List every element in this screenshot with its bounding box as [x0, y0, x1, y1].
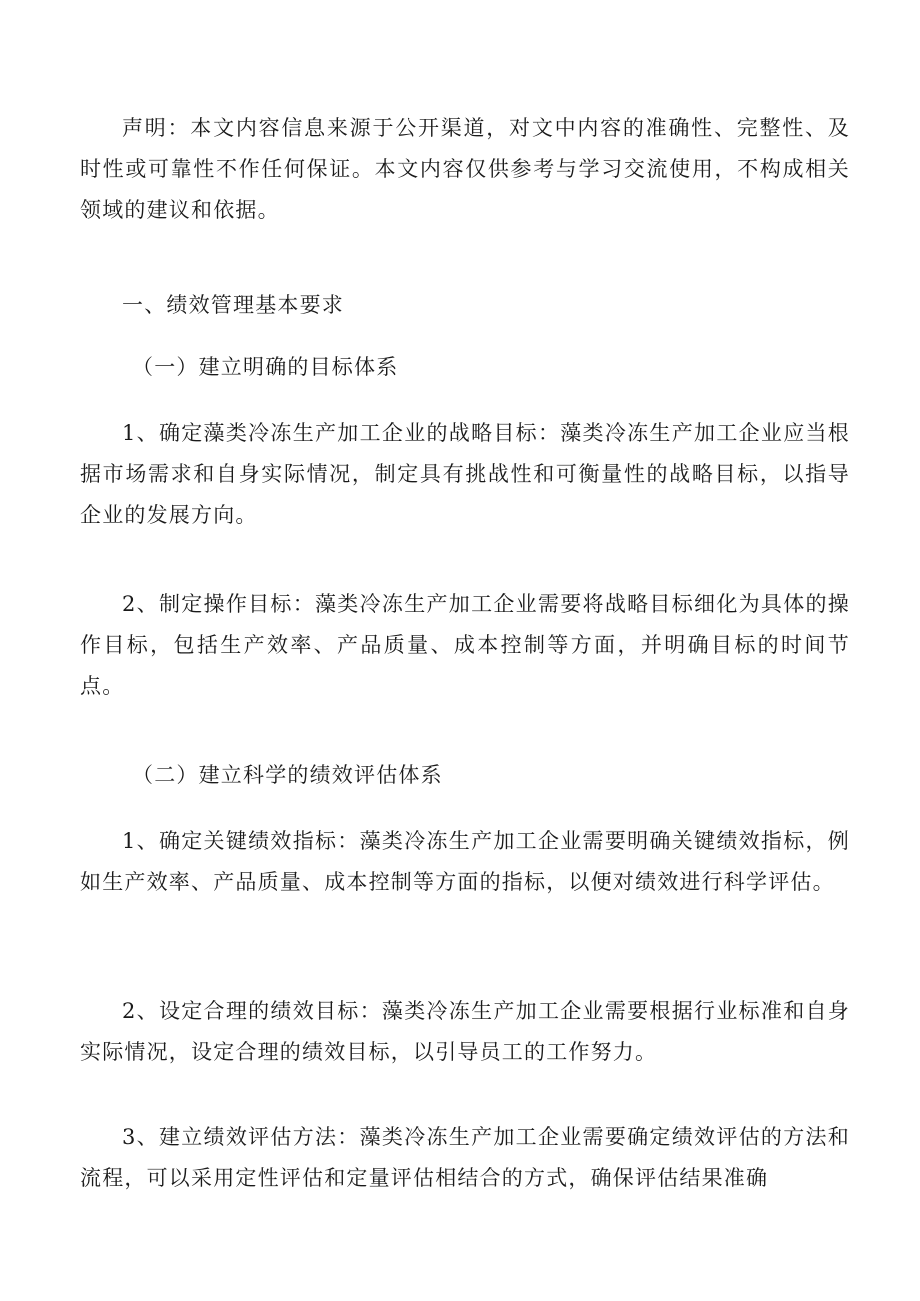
- paragraph-1-2: 2、制定操作目标：藻类冷冻生产加工企业需要将战略目标细化为具体的操作目标，包括生产效率、产品质量、成本控制等方面，并明确目标的时间节点。: [80, 592, 850, 698]
- disclaimer-paragraph: 声明：本文内容信息来源于公开渠道，对文中内容的准确性、完整性、及时性或可靠性不作任何保证。本文内容仅供参考与学习交流使用，不构成相关领域的建议和依据。: [80, 116, 850, 222]
- paragraph-2-2: 2、设定合理的绩效目标：藻类冷冻生产加工企业需要根据行业标准和自身实际情况，设定合理的绩效目标，以引导员工的工作努力。: [80, 999, 850, 1064]
- paragraph-2-3: 3、建立绩效评估方法：藻类冷冻生产加工企业需要确定绩效评估的方法和流程，可以采用定性评估和定量评估相结合的方式，确保评估结果准确: [80, 1125, 850, 1190]
- subsection-heading-1: （一）建立明确的目标体系: [132, 355, 399, 379]
- section-heading-1: 一、绩效管理基本要求: [122, 293, 344, 317]
- subsection-heading-2: （二）建立科学的绩效评估体系: [132, 763, 443, 787]
- paragraph-2-1: 1、确定关键绩效指标：藻类冷冻生产加工企业需要明确关键绩效指标，例如生产效率、产品质量、成本控制等方面的指标，以便对绩效进行科学评估。: [80, 829, 850, 894]
- paragraph-1-1: 1、确定藻类冷冻生产加工企业的战略目标：藻类冷冻生产加工企业应当根据市场需求和自身实际情况，制定具有挑战性和可衡量性的战略目标，以指导企业的发展方向。: [80, 421, 850, 527]
